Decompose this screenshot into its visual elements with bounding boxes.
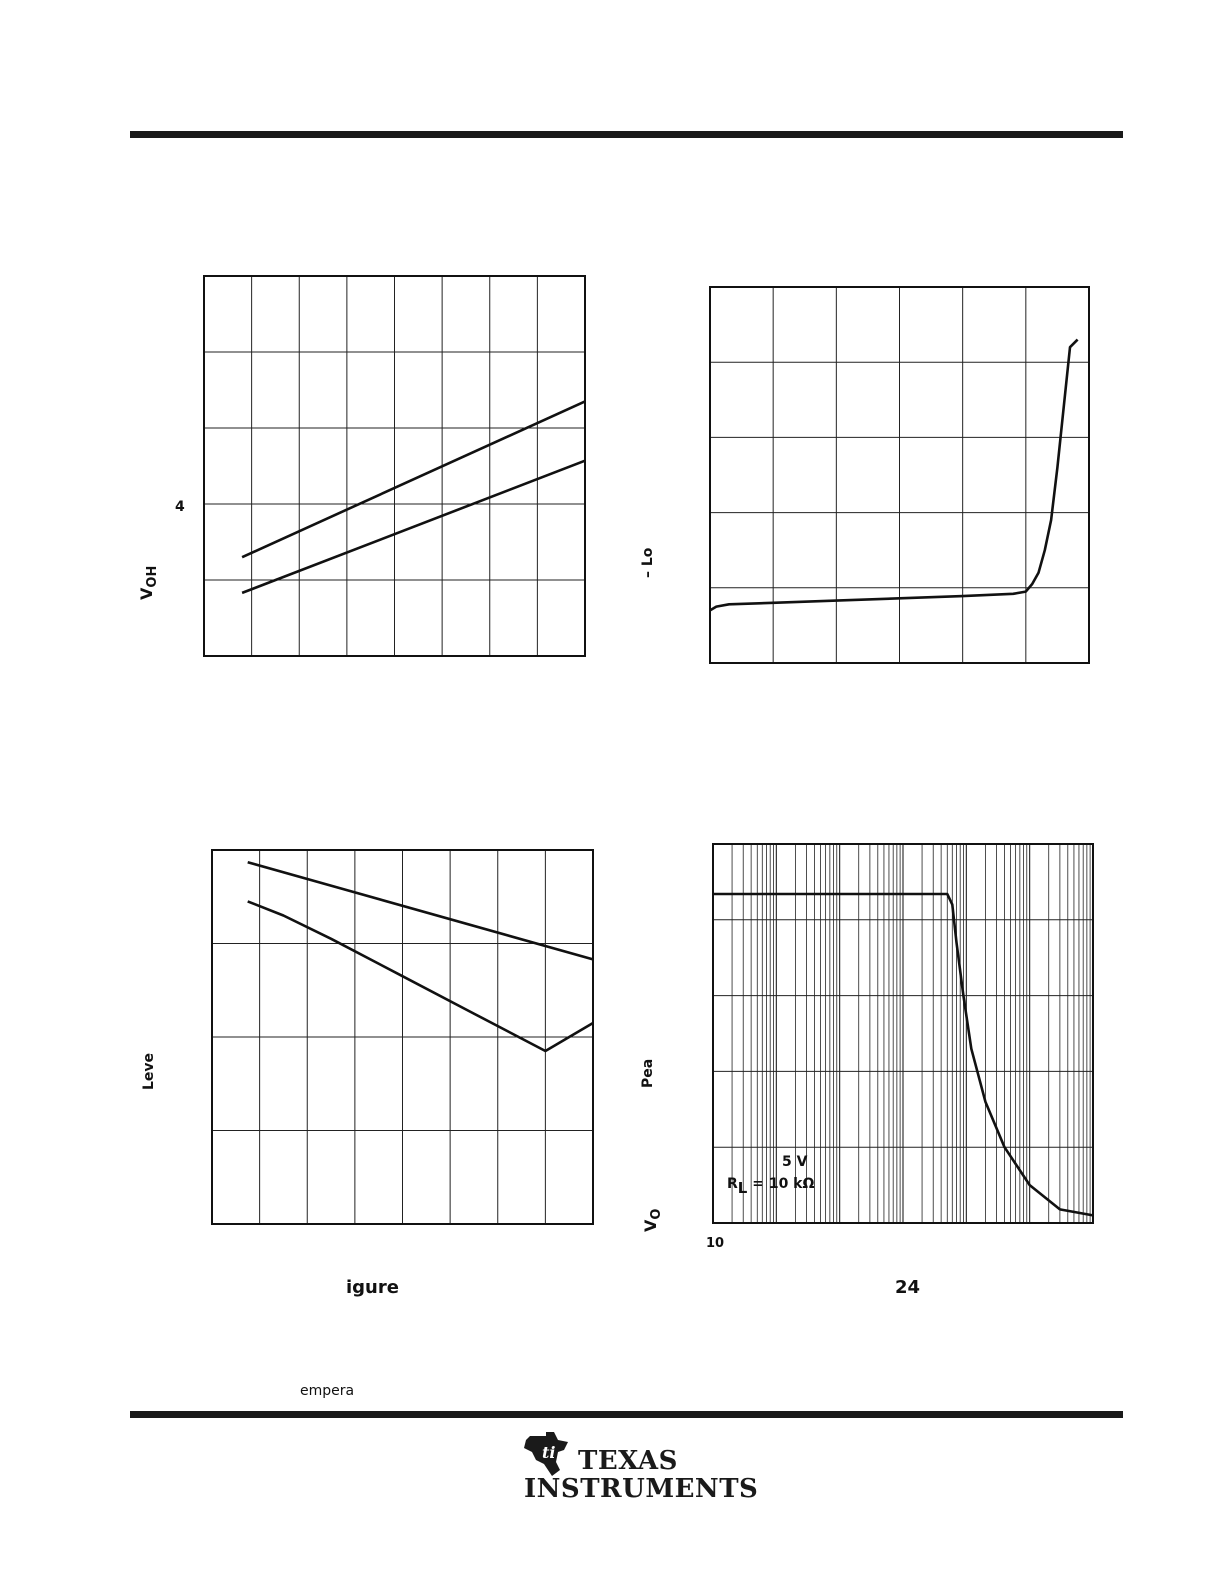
chart-peak-ylabel-vo: $V_O$ <box>641 1208 664 1232</box>
chart-peak-xtick-min: 10 <box>706 1236 725 1251</box>
footnote: empera <box>300 1383 355 1399</box>
ti-logo-icon <box>522 1430 576 1478</box>
ti-logo <box>522 1430 759 1506</box>
annotation-rl: RL = 10 kΩ <box>727 1176 815 1197</box>
caption-left: igure <box>346 1277 399 1298</box>
svg-text:ti: ti <box>542 1443 556 1462</box>
bottom-rule <box>130 1411 1123 1418</box>
chart-voh-ytick: 4 <box>175 499 185 515</box>
caption-right: 24 <box>895 1277 921 1298</box>
chart-lo-ylabel: – Lo <box>640 547 656 578</box>
ti-logo-line1: TEXAS <box>578 1446 678 1476</box>
chart-peak-plot <box>713 844 1093 1223</box>
annotation-vcc: 5 V <box>782 1154 808 1170</box>
chart-level-ylabel: Leve <box>141 1052 157 1090</box>
ti-logo-line2: INSTRUMENTS <box>524 1474 759 1504</box>
chart-voh-ylabel: $V_{OH}$ <box>137 565 160 600</box>
chart-peak-ylabel: Pea <box>640 1058 656 1088</box>
